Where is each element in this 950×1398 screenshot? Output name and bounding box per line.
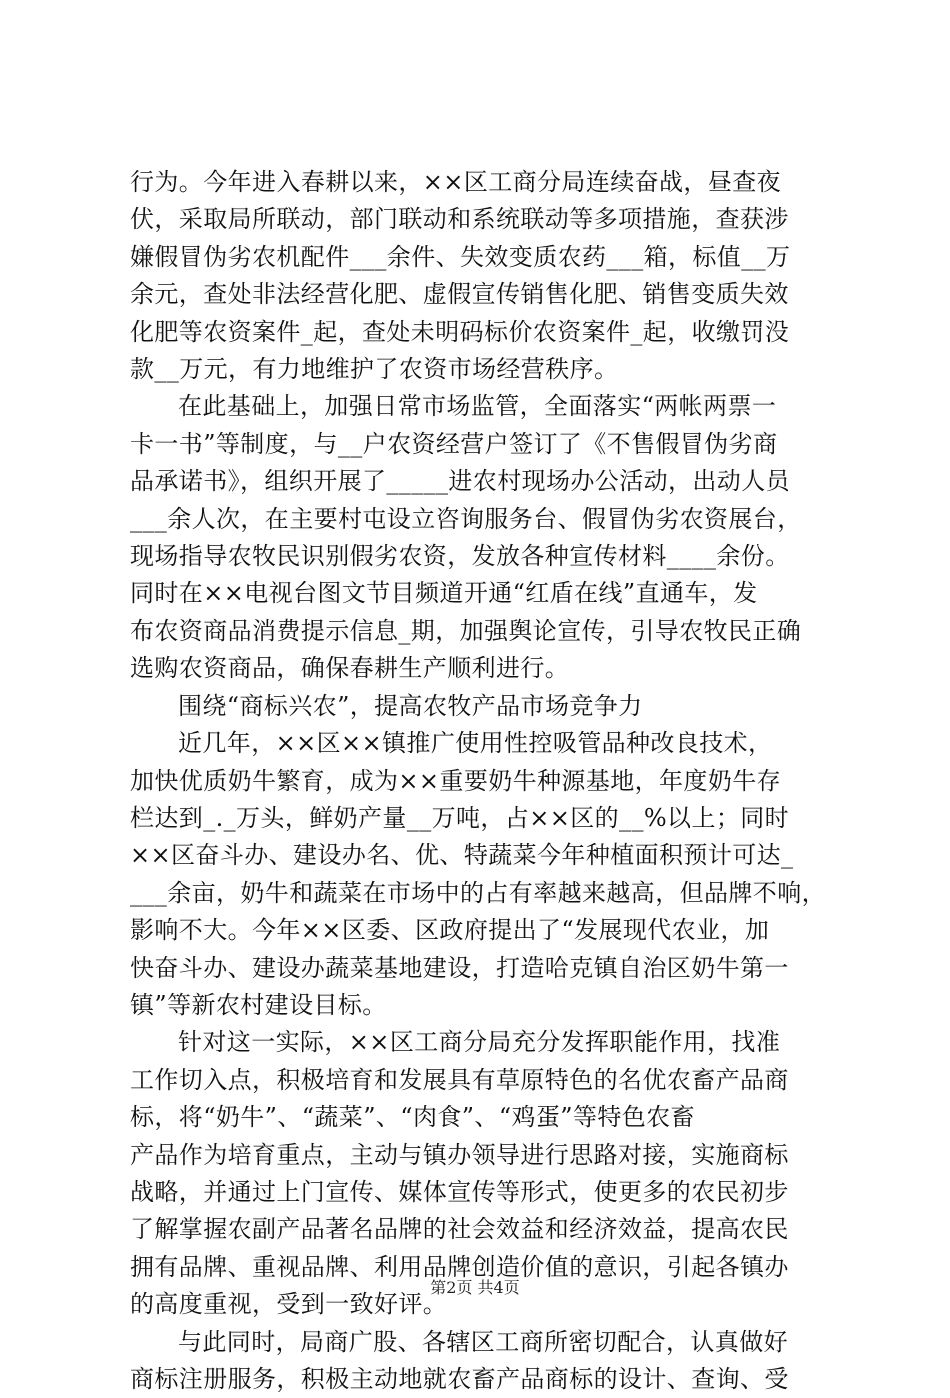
paragraph-first-line: 在此基础上，加强日常市场监管，全面落实“两帐两票一 [178,392,777,421]
text-line: 现场指导农牧民识别假劣农资，发放各种宣传材料____余份。 [130,542,790,571]
text-line: 标，将“奶牛”、“蔬菜”、“肉食”、“鸡蛋”等特色农畜 [130,1103,695,1132]
text-line: 卡一书”等制度，与__户农资经营户签订了《不售假冒伪劣商 [130,429,778,458]
paragraph-first-line: 近几年，××区××镇推广使用性控吸管品种改良技术， [178,729,773,758]
text-line: 快奋斗办、建设办蔬菜基地建设，打造哈克镇自治区奶牛第一 [130,953,789,982]
text-line: 影响不大。今年××区委、区政府提出了“发展现代农业，加 [130,916,770,945]
text-line: 战略，并通过上门宣传、媒体宣传等形式，使更多的农民初步 [130,1177,789,1206]
text-line: 的高度重视，受到一致好评。 [130,1290,448,1319]
text-line: 产品作为培育重点，主动与镇办领导进行思路对接，实施商标 [130,1140,789,1169]
text-line: 化肥等农资案件_起，查处未明码标价农资案件_起，收缴罚没 [130,317,790,346]
text-line: 镇”等新农村建设目标。 [130,990,387,1019]
paragraph-first-line: 针对这一实际，××区工商分局充分发挥职能作用，找准 [178,1028,781,1057]
text-line: 加快优质奶牛繁育，成为××重要奶牛种源基地，年度奶牛存 [130,766,782,795]
text-line: 同时在××电视台图文节目频道开通“红盾在线”直通车，发 [130,579,758,608]
text-line: 栏达到_._万头，鲜奶产量__万吨，占××区的__%以上；同时 [130,803,790,832]
page-footer: 第2页 共4页 [430,1278,520,1297]
text-line: 拥有品牌、重视品牌、利用品牌创造价值的意识，引起各镇办 [130,1252,789,1281]
paragraph-first-line: 围绕“商标兴农”，提高农牧产品市场竞争力 [178,691,643,720]
text-line: 款__万元，有力地维护了农资市场经营秩序。 [130,355,619,384]
text-line: 商标注册服务，积极主动地就农畜产品商标的设计、查询、受 [130,1365,789,1393]
text-line: ××区奋斗办、建设办名、优、特蔬菜今年种植面积预计可达_ [130,841,794,870]
text-line: 行为。今年进入春耕以来，××区工商分局连续奋战，昼查夜 [130,168,782,196]
text-line: 了解掌握农副产品著名品牌的社会效益和经济效益，提高农民 [130,1215,789,1244]
text-line: ___余人次，在主要村屯设立咨询服务台、假冒伪劣农资展台， [130,504,802,533]
text-line: 布农资商品消费提示信息_期，加强舆论宣传，引导农牧民正确 [130,616,802,645]
text-line: 工作切入点，积极培育和发展具有草原特色的名优农畜产品商 [130,1065,789,1094]
text-line: 嫌假冒伪劣农机配件___余件、失效变质农药___箱，标值__万 [130,242,791,271]
text-line: 余元，查处非法经营化肥、虚假宣传销售化肥、销售变质失效 [130,280,789,309]
text-line: 伏，采取局所联动，部门联动和系统联动等多项措施，查获涉 [130,205,789,234]
text-line: 品承诺书》，组织开展了_____进农村现场办公活动，出动人员 [130,467,790,496]
text-line: 选购农资商品，确保春耕生产顺利进行。 [130,654,570,683]
paragraph-first-line: 与此同时，局商广股、各辖区工商所密切配合，认真做好 [178,1327,788,1356]
document-body [130,164,830,1398]
text-line: ___余亩，奶牛和蔬菜在市场中的占有率越来越高，但品牌不响， [130,878,826,907]
